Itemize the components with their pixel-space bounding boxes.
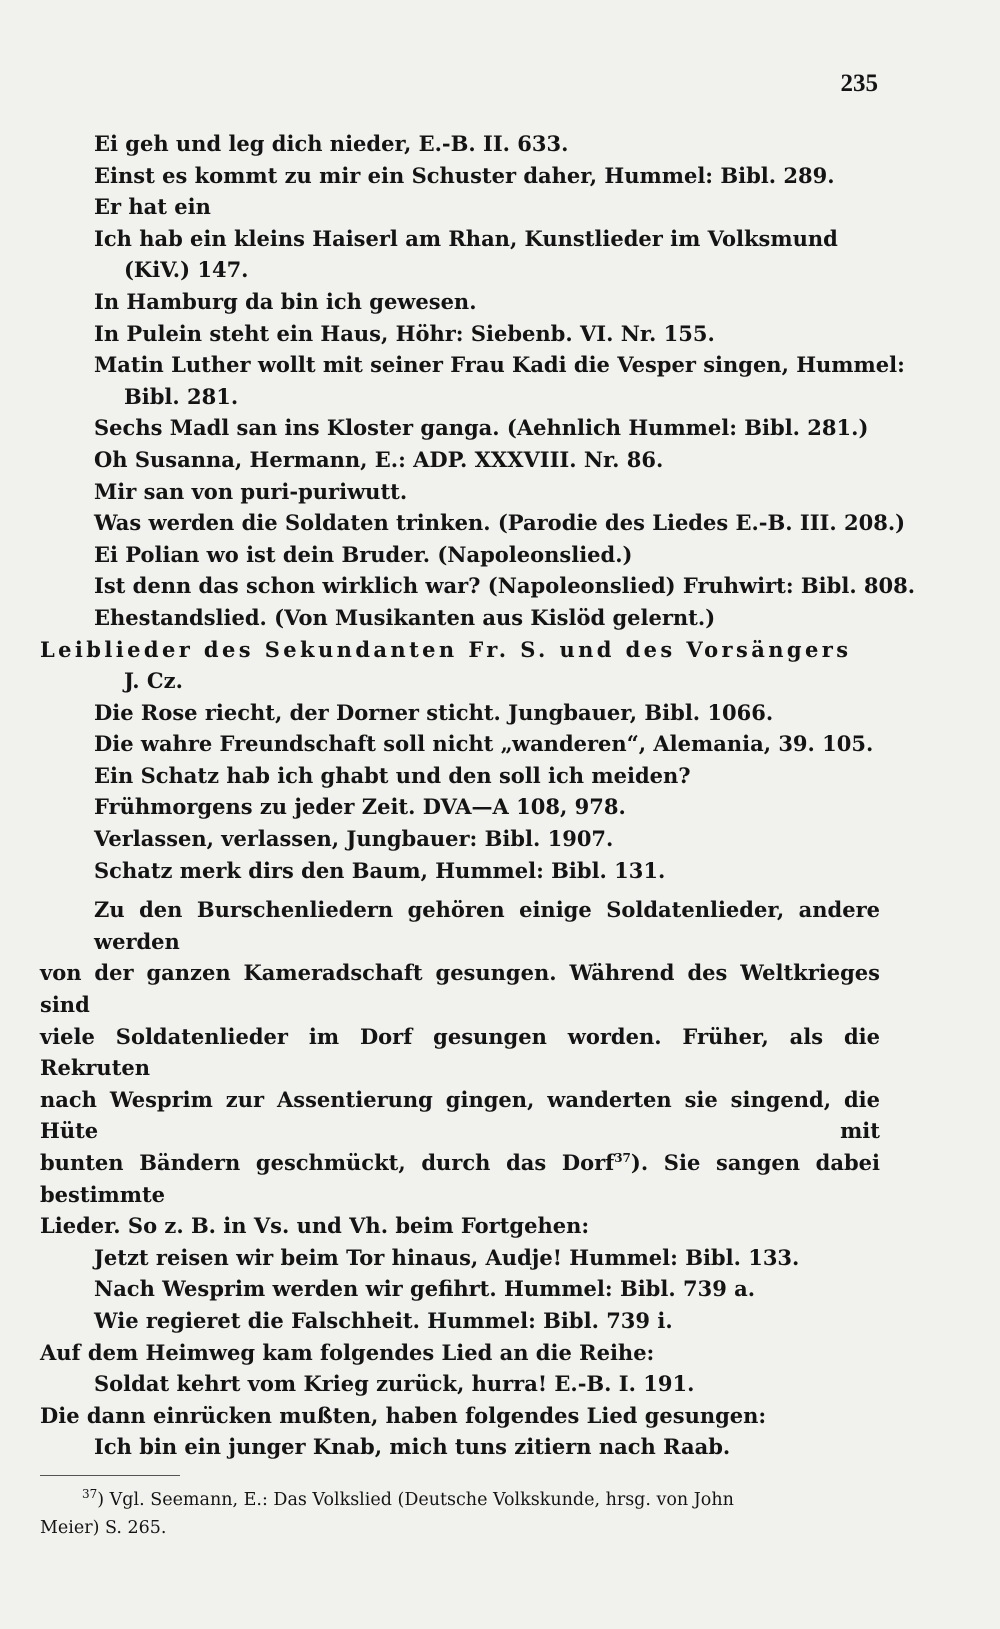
song-entry: Mir san von puri-puriwutt.: [94, 478, 408, 504]
footnote-text: ) Vgl. Seemann, E.: Das Volkslied (Deutsche Volkskunde, hrsg. von John: [97, 1489, 734, 1510]
paragraph-line: von der ganzen Kameradschaft gesungen. Während des Weltkrieges sind: [40, 960, 880, 1018]
song-entry: Oh Susanna, Hermann, E.: ADP. XXXVIII. Nr. 86.: [94, 446, 664, 472]
paragraph-text: ). Sie sangen dabei bestimmte: [40, 1150, 880, 1207]
paragraph-line: Zu den Burschenliedern gehören einige Soldatenlieder, andere werden: [94, 897, 880, 954]
song-entry: Frühmorgens zu jeder Zeit. DVA—A 108, 978.: [94, 794, 626, 820]
footnote-line: [40, 1486, 880, 1514]
song-entry-continuation: (KiV.) 147.: [124, 257, 249, 283]
footnote-rule: [40, 1475, 180, 1476]
paragraph-line: Auf dem Heimweg kam folgendes Lied an die Reihe:: [40, 1339, 655, 1365]
song-entry: Jetzt reisen wir beim Tor hinaus, Audje! Hummel: Bibl. 133.: [94, 1244, 800, 1270]
song-entry: Nach Wesprim werden wir gefihrt. Hummel: Bibl. 739 a.: [94, 1276, 756, 1302]
song-entry: Die Rose riecht, der Dorner sticht. Jungbauer, Bibl. 1066.: [94, 699, 774, 725]
footnote-reference: 37: [614, 1151, 631, 1165]
paragraph-line: nach Wesprim zur Assentierung gingen, wanderten sie singend, die Hüte mit: [40, 1086, 880, 1144]
song-entry: Ich hab ein kleins Haiserl am Rhan, Kunstlieder im Volksmund: [94, 225, 838, 251]
body-paragraph: [40, 894, 880, 1242]
paragraph-line: Die dann einrücken mußten, haben folgendes Lied gesungen:: [40, 1402, 767, 1428]
footnote-marker: 37: [82, 1487, 98, 1502]
song-entry: Ein Schatz hab ich ghabt und den soll ich meiden?: [94, 762, 691, 788]
song-entry: Ich bin ein junger Knab, mich tuns zitiern nach Raab.: [94, 1434, 731, 1460]
song-entry: Sechs Madl san ins Kloster ganga. (Aehnlich Hummel: Bibl. 281.): [94, 415, 869, 441]
paragraph-line: [40, 1147, 880, 1210]
section-heading-continuation: J. Cz.: [124, 668, 183, 694]
footnote-line: Meier) S. 265.: [40, 1517, 167, 1538]
song-entry: Ei Polian wo ist dein Bruder. (Napoleonslied.): [94, 541, 633, 567]
song-list-1: [40, 128, 916, 634]
paragraph-line: viele Soldatenlieder im Dorf gesungen worden. Früher, als die Rekruten: [40, 1023, 880, 1081]
song-entry: In Hamburg da bin ich gewesen.: [94, 288, 477, 314]
footnote: [40, 1486, 880, 1542]
song-list-2: [40, 697, 880, 887]
song-entry: Ehestandslied. (Von Musikanten aus Kislöd gelernt.): [94, 604, 716, 630]
song-entry: Wie regieret die Falschheit. Hummel: Bibl. 739 i.: [94, 1307, 673, 1333]
song-entry: Was werden die Soldaten trinken. (Parodie des Liedes E.-B. III. 208.): [94, 510, 906, 536]
song-entry: Soldat kehrt vom Krieg zurück, hurra! E.-B. I. 191.: [94, 1371, 695, 1397]
paragraph-line: Lieder. So z. B. in Vs. und Vh. beim Fortgehen:: [40, 1213, 590, 1239]
song-entry: Ei geh und leg dich nieder, E.-B. II. 633.: [94, 131, 569, 156]
song-entry: Schatz merk dirs den Baum, Hummel: Bibl. 131.: [94, 857, 666, 883]
song-entry: Einst es kommt zu mir ein Schuster daher, Hummel: Bibl. 289.: [94, 162, 835, 188]
section-heading: Leiblieder des Sekundanten Fr. S. und des Vorsängers: [40, 636, 852, 662]
page-number: 235: [840, 70, 878, 97]
spacer: [40, 886, 880, 894]
song-entry-continuation: Bibl. 281.: [124, 383, 239, 409]
song-entry: Verlassen, verlassen, Jungbauer: Bibl. 1907.: [94, 826, 614, 852]
song-entry: Er hat ein: [94, 194, 211, 220]
song-entry: In Pulein steht ein Haus, Höhr: Siebenb. VI. Nr. 155.: [94, 320, 715, 346]
song-entry: Ist denn das schon wirklich war? (Napoleonslied) Fruhwirt: Bibl. 808.: [94, 573, 916, 599]
page-content: [40, 128, 916, 1542]
paragraph-text: bunten Bändern geschmückt, durch das Dorf: [40, 1150, 615, 1175]
song-list-3: [40, 1242, 880, 1337]
song-entry: Matin Luther wollt mit seiner Frau Kadi die Vesper singen, Hummel:: [94, 352, 905, 378]
song-entry: Die wahre Freundschaft soll nicht „wanderen“, Alemania, 39. 105.: [94, 731, 874, 757]
